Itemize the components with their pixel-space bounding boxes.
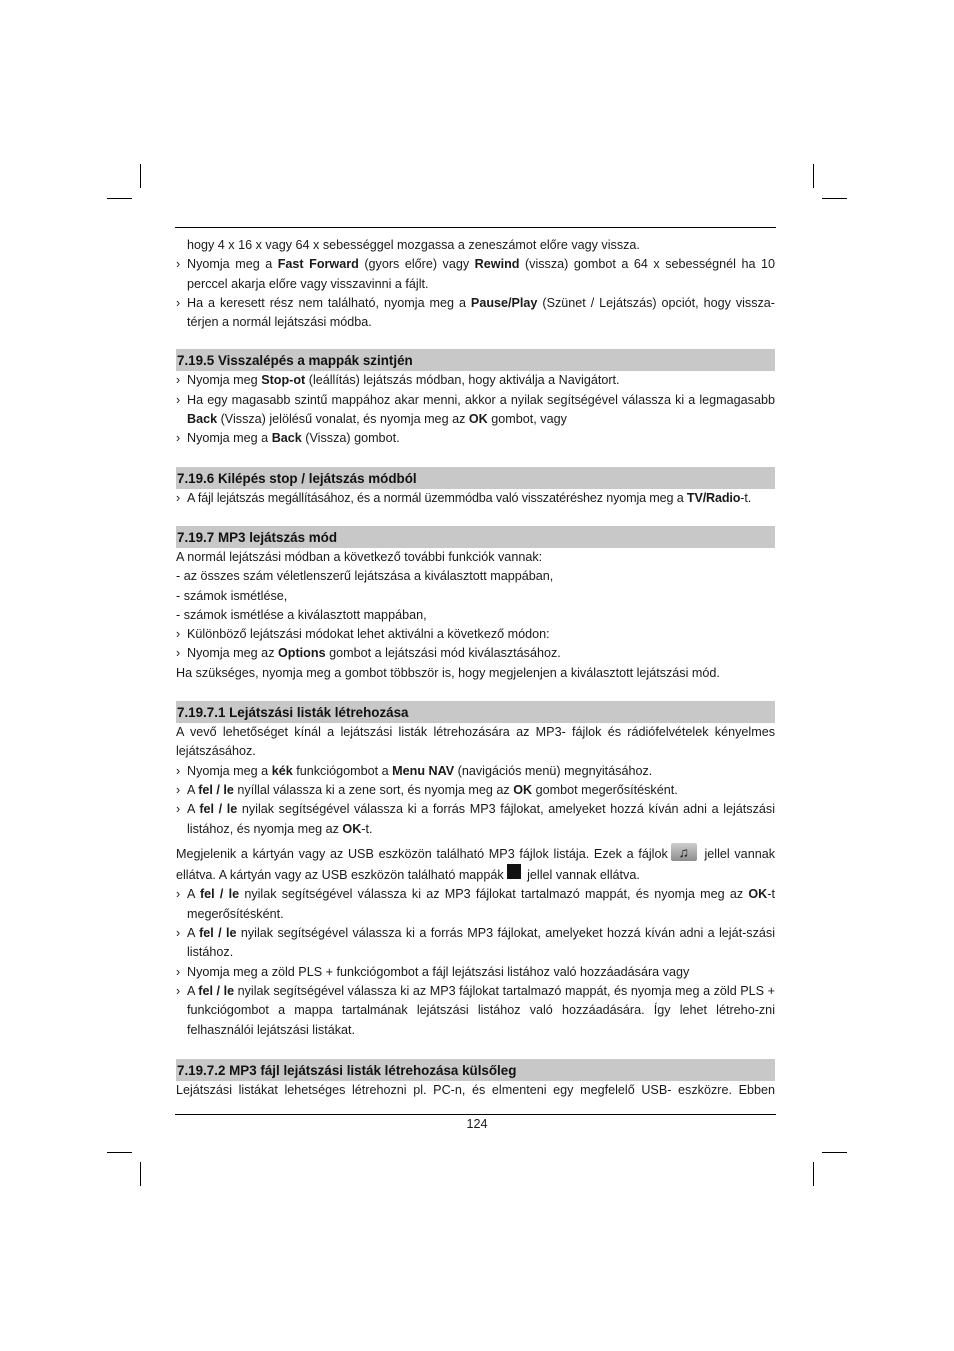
crop-mark (107, 1152, 132, 1153)
crop-mark (107, 198, 132, 199)
section-heading: 7.19.5 Visszalépés a mappák szintjén (176, 349, 775, 371)
footer-rule (175, 1114, 776, 1115)
bullet-item: › A fel / le nyíllal válassza ki a zene sort, és nyomja meg az OK gombot megerősítésként. (176, 781, 775, 800)
page-number: 124 (466, 1117, 488, 1131)
bullet-item: › Nyomja meg a kék funkciógombot a Menu NAV (navigációs menü) megnyitásához. (176, 762, 775, 781)
header-rule (175, 227, 776, 228)
folder-icon (507, 864, 521, 879)
paragraph: - az összes szám véletlenszerű lejátszása a kiválasztott mappában, (176, 569, 554, 584)
paragraph: hogy 4 x 16 x vagy 64 x sebességgel mozgassa a zeneszámot előre vagy vissza. (187, 238, 640, 252)
section-heading: 7.19.6 Kilépés stop / lejátszás módból (176, 467, 775, 489)
bullet-item: › Nyomja meg az Options gombot a lejátszási mód kiválasztásához. (176, 644, 775, 663)
bullet-item: › A fel / le nyilak segítségével válassza ki az MP3 fájlokat tartalmazó mappát, és nyomja meg a zöld PLS + funkciógombot a mappa tartalmának lejátszási listához való hozzáadására. Így lehet létreho-zni felhasználói lejátszási listákat. (176, 982, 775, 1040)
crop-mark (822, 198, 847, 199)
section-heading: 7.19.7 MP3 lejátszás mód (176, 526, 775, 548)
bullet-item: › Nyomja meg Stop-ot (leállítás) lejátszás módban, hogy aktiválja a Navigátort. (176, 371, 775, 390)
bullet-item: › A fel / le nyilak segítségével válassza ki a forrás MP3 fájlokat, amelyeket hozzá kíván adni a leját-szási listához. (176, 924, 775, 963)
paragraph: Ha szükséges, nyomja meg a gombot többször is, hogy megjelenjen a kiválasztott lejátszási mód. (176, 665, 720, 680)
bullet-item: › Nyomja meg a Fast Forward (gyors előre) vagy Rewind (vissza) gombot a 64 x sebességnél ha 10 perccel akarja előre vagy visszavinni a fájlt. (176, 255, 775, 294)
bullet-item: › A fel / le nyilak segítségével válassza ki az MP3 fájlokat tartalmazó mappát, és nyomja meg az OK-t megerősítésként. (176, 885, 775, 924)
crop-mark (813, 164, 814, 188)
bullet-item: › Ha a keresett rész nem található, nyomja meg a Pause/Play (Szünet / Lejátszás) opciót, hogy vissza-térjen a normál lejátszási módba. (176, 294, 775, 333)
bullet-item: › Ha egy magasabb szintű mappához akar menni, akkor a nyilak segítségével válassza ki a legmagasabb Back (Vissza) jelölésű vonalat, és nyomja meg az OK gombot, vagy (176, 391, 775, 430)
section-heading: 7.19.7.2 MP3 fájl lejátszási listák létrehozása külsőleg (176, 1059, 775, 1081)
paragraph: Megjelenik a kártyán vagy az USB eszközön található MP3 fájlok listája. Ezek a fájlok ♫ jellel vannak ellátva. A kártyán vagy az USB eszközön található mappák jellel vannak ellátva. (176, 843, 775, 883)
paragraph: Lejátszási listákat lehetséges létrehozni pl. PC-n, és elmenteni egy megfelelő USB- eszközre. Ebben (176, 1082, 775, 1097)
bullet-item: › Nyomja meg a Back (Vissza) gombot. (176, 429, 775, 448)
bullet-item: › Különböző lejátszási módokat lehet aktiválni a következő módon: (176, 625, 775, 644)
bullet-item: › Nyomja meg a zöld PLS + funkciógombot a fájl lejátszási listához való hozzáadására vagy (176, 963, 775, 982)
crop-mark (813, 1162, 814, 1186)
bullet-item: › A fájl lejátszás megállításához, és a normál üzemmódba való visszatéréshez nyomja meg a TV/Radio-t. (176, 489, 775, 508)
crop-mark (822, 1152, 847, 1153)
paragraph: - számok ismétlése a kiválasztott mappában, (176, 607, 427, 622)
crop-mark (140, 1162, 141, 1186)
music-note-icon: ♫ (671, 843, 697, 861)
bullet-item: › A fel / le nyilak segítségével válassza ki a forrás MP3 fájlokat, amelyeket hozzá kíván adni a lejátszási listához, és nyomja meg az OK-t. (176, 800, 775, 839)
section-heading: 7.19.7.1 Lejátszási listák létrehozása (176, 701, 775, 723)
crop-mark (140, 164, 141, 188)
paragraph: A normál lejátszási módban a következő további funkciók vannak: (176, 549, 543, 564)
paragraph: - számok ismétlése, (176, 588, 288, 603)
paragraph: A vevő lehetőséget kínál a lejátszási listák létrehozására az MP3- fájlok és rádiófelvételek kényelmes lejátszásához. (176, 725, 775, 759)
page-content (176, 236, 775, 1100)
